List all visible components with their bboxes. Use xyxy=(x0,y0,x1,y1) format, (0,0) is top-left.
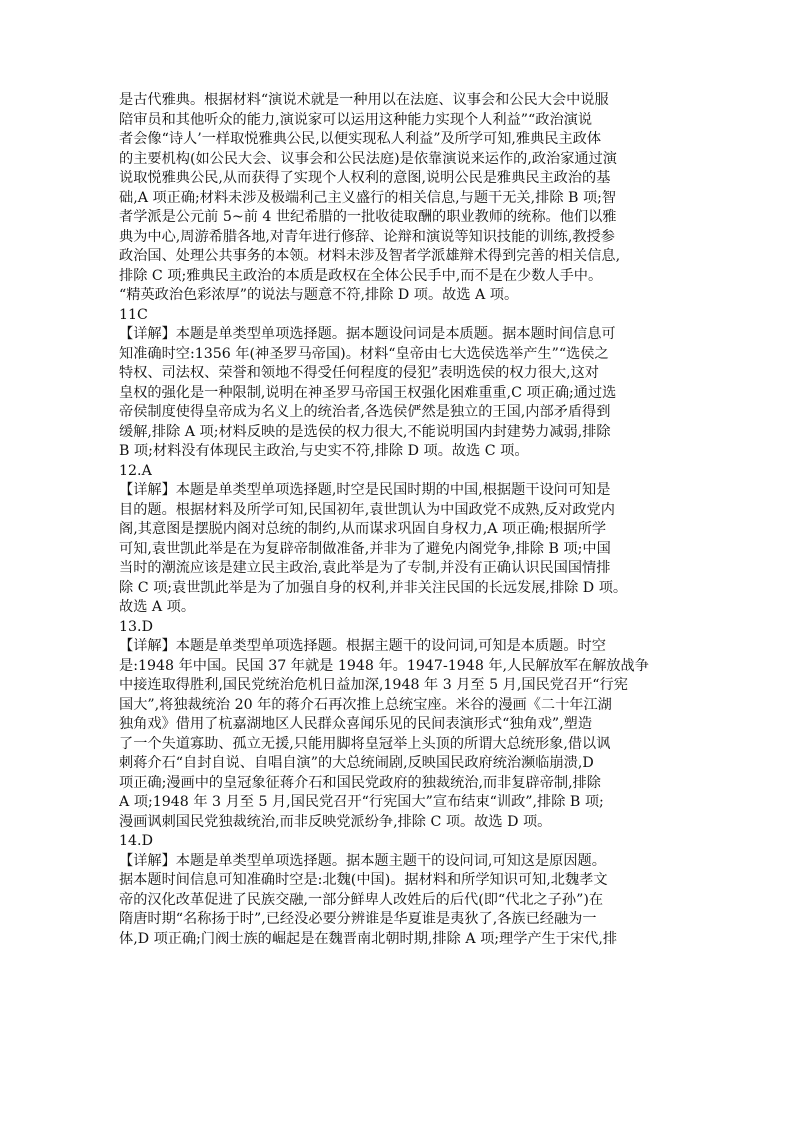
text-line: 阁,其意图是摆脱内阁对总统的制约,从而谋求巩固自身权力,A 项正确;根据所学 xyxy=(119,521,607,537)
text-line: “精英政治色彩浓厚”的说法与题意不符,排除 D 项。故选 A 项。 xyxy=(119,287,519,303)
text-line: 体,D 项正确;门阀士族的崛起是在魏晋南北朝时期,排除 A 项;理学产生于宋代,排 xyxy=(119,930,618,947)
text-line: 11C xyxy=(119,306,148,323)
text-line: 的主要机构(如公民大会、议事会和公民法庭)是依靠演说来运作的,政治家通过演 xyxy=(119,150,617,167)
text-line: 政治国、处理公共事务的本领。材料未涉及智者学派雄辩术得到完善的相关信息, xyxy=(119,248,621,264)
text-line: B 项;材料没有体现民主政治,与史实不符,排除 D 项。故选 C 项。 xyxy=(119,443,529,459)
text-line: 者会像“诗人’一样取悦雅典公民,以便实现私人利益”及所学可知,雅典民主政体 xyxy=(119,131,602,147)
text-line: 陪审员和其他听众的能力,演说家可以运用这种能力实现个人利益”“政治演说 xyxy=(119,111,593,128)
text-line: 础,A 项正确;材料未涉及极端利己主义盛行的相关信息,与题干无关,排除 B 项;智 xyxy=(119,189,617,206)
text-line: 除 C 项;袁世凯此举是为了加强自身的权利,并非关注民国的长远发展,排除 D 项。 xyxy=(119,579,628,596)
text-line: 是:1948 年中国。民国 37 年就是 1948 年。1947-1948 年,人民解放军在解放战争 xyxy=(119,657,649,674)
document-body xyxy=(119,91,681,949)
text-line: 刺蒋介石“自封自说、自唱自演”的大总统闹剧,反映国民政府统治濒临崩溃,D xyxy=(119,755,594,771)
text-line: 项正确;漫画中的皇冠象征蒋介石和国民党政府的独裁统治,而非复辟帝制,排除 xyxy=(119,774,601,791)
text-line: A 项;1948 年 3 月至 5 月,国民党召开“行宪国大”宣布结束“训政”,排除 B 项; xyxy=(119,794,604,810)
text-line: 漫画讽刺国民党独裁统治,而非反映党派纷争,排除 C 项。故选 D 项。 xyxy=(119,813,552,830)
text-line: 【详解】本题是单类型单项选择题,时空是民国时期的中国,根据题干设问可知是 xyxy=(119,482,611,498)
text-line: 可知,袁世凯此举是在为复辟帝制做准备,并非为了避免内阁党争,排除 B 项;中国 xyxy=(119,540,611,557)
text-line: 隋唐时期“名称扬于时”,已经没必要分辨谁是华夏谁是夷狄了,各族已经融为一 xyxy=(119,911,597,927)
text-line: 目的题。根据材料及所学可知,民国初年,袁世凯认为中国政党不成熟,反对政党内 xyxy=(119,501,615,518)
text-line: 是古代雅典。根据材料“演说术就是一种用以在法庭、议事会和公民大会中说服 xyxy=(119,92,609,108)
text-line: 特权、司法权、荣誉和领地不得受任何程度的侵犯”表明选侯的权力很大,这对 xyxy=(119,365,599,381)
text-line: 缓解,排除 A 项;材料反映的是选侯的权力很大,不能说明国内封建势力减弱,排除 xyxy=(119,423,611,440)
text-line: 皇权的强化是一种限制,说明在神圣罗马帝国王权强化困难重重,C 项正确;通过选 xyxy=(119,384,617,401)
text-line: 当时的潮流应该是建立民主政治,袁此举是为了专制,并没有正确认识民国国情排 xyxy=(119,560,611,576)
text-line: 【详解】本题是单类型单项选择题。据本题设问词是本质题。据本题时间信息可 xyxy=(119,326,616,342)
text-line: 说取悦雅典公民,从而获得了实现个人权利的意图,说明公民是雅典民主政治的基 xyxy=(119,170,611,186)
text-line: 【详解】本题是单类型单项选择题。据本题主题干的设问词,可知这是原因题。 xyxy=(119,852,606,869)
text-line: 据本题时间信息可知准确时空是:北魏(中国)。据材料和所学知识可知,北魏孝文 xyxy=(119,872,608,888)
text-line: 12.A xyxy=(119,462,152,479)
text-line: 帝侯制度使得皇帝成为名义上的统治者,各选侯俨然是独立的王国,内部矛盾得到 xyxy=(119,404,611,420)
text-line: 独角戏》借用了杭嘉湖地区人民群众喜闻乐见的民间表演形式“独角戏”,塑造 xyxy=(119,716,593,732)
text-line: 帝的汉化改革促进了民族交融,一部分鲜卑人改姓后的后代(即“代北之子孙”)在 xyxy=(119,891,604,908)
text-line: 者学派是公元前 5~前 4 世纪希腊的一批收徒取酬的职业教师的统称。他们以雅 xyxy=(119,209,617,225)
text-line: 国大”,将独裁统治 20 年的蒋介石再次推上总统宝座。米谷的漫画《二十年江湖 xyxy=(119,696,612,713)
text-line: 中接连取得胜利,国民党统治危机日益加深,1948 年 3 月至 5 月,国民党召开“行宪 xyxy=(119,677,628,693)
text-line: 了一个失道寡助、孤立无援,只能用脚将皇冠举上头顶的所谓大总统形象,借以讽 xyxy=(119,735,611,752)
text-line: 知准确时空:1356 年(神圣罗马帝国)。材料“皇帝由七大选侯选举产生”“选侯之 xyxy=(119,345,609,362)
text-line: 排除 C 项;雅典民主政治的本质是政权在全体公民手中,而不是在少数人手中。 xyxy=(119,267,603,284)
text-line: 故选 A 项。 xyxy=(119,599,196,615)
text-line: 典为中心,周游希腊各地,对青年进行修辞、论辩和演说等知识技能的训练,教授参 xyxy=(119,228,615,245)
text-line: 13.D xyxy=(119,618,153,635)
text-line: 【详解】本题是单类型单项选择题。根据主题干的设问词,可知是本质题。时空 xyxy=(119,638,606,654)
text-line: 14.D xyxy=(119,833,153,849)
